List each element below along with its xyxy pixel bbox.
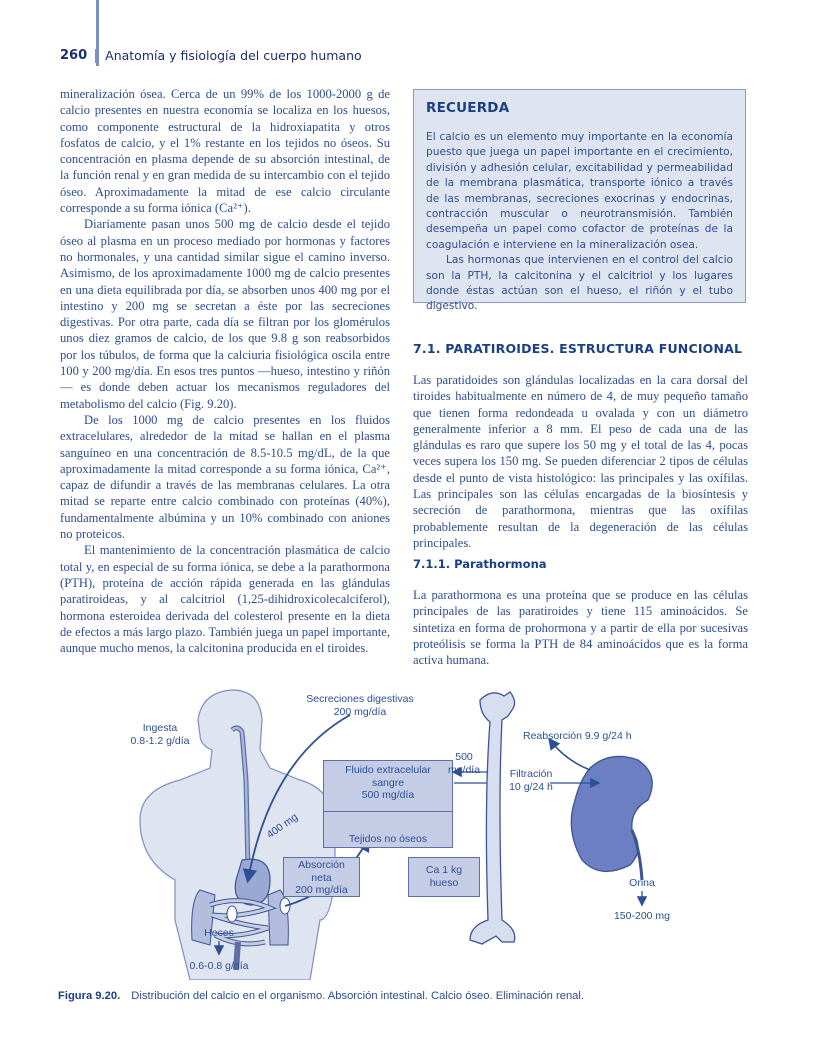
filtration-label <box>506 768 556 793</box>
section-7-1-1-body <box>413 587 748 668</box>
net-absorption-label <box>283 859 360 897</box>
recuerda-box <box>413 89 746 313</box>
urine-label: Orina <box>629 877 655 889</box>
page-number: 260 <box>60 48 88 63</box>
secreciones-label <box>290 693 430 718</box>
kidney-icon <box>571 756 652 880</box>
bone-exchange-unit: mg/día <box>447 763 481 776</box>
figure-caption <box>58 990 584 1002</box>
fluid-line-3: 500 mg/día <box>361 789 415 801</box>
net-absorption-line-3: 200 mg/día <box>295 884 348 896</box>
running-header <box>60 48 362 63</box>
bone-calcium-label <box>408 864 480 889</box>
fluid-line-2: sangre <box>371 776 405 789</box>
figure-caption-label: Figura 9.20. <box>58 990 121 1002</box>
secreciones-value: 200 mg/día <box>333 705 387 718</box>
paragraph: La parathormona es una proteína que se produce en las células principales de las paratiroides y tiene 115 aminoácidos. Se sintetiza en forma de prohormona y a partir de ella por sucesivas proteólisis se forma la PTH de 84 aminoácidos que es la forma activa humana. <box>413 588 748 668</box>
recuerda-paragraph: Las hormonas que intervienen en el control del calcio son la PTH, la calcitonina y el calcitriol y los lugares donde éstas actúan son el hueso, el riñón y el tubo digestivo. <box>426 254 733 313</box>
reabsorption-label: Reabsorción 9.9 g/24 h <box>523 730 632 742</box>
paragraph: Las paratidoides son glándulas localizadas en la cara dorsal del tiroides habitualmente en número de 4, de muy pequeño tamaño que tienen forma redondeada u ovalada y con un diámetro generalmente inferior a 8 mm. El peso de cada una de las glándulas es raro que supere los 50 mg y el total de las 4, pocas veces supera los 150 mg. Se pueden diferenciar 2 tipos de células desde el punto de vista histológico: las principales y las oxífilas. Las principales son las células encargadas de la biosíntesis y secreción de parathormona, mientras que las oxífilas probablemente resultan de la degeneración de las células principales. <box>413 373 748 550</box>
ingesta-value: 0.8-1.2 g/día <box>130 734 190 747</box>
book-title: Anatomía y fisiología del cuerpo humano <box>105 48 362 63</box>
header-separator <box>95 49 97 63</box>
section-heading-7-1-1: 7.1.1. Parathormona <box>413 557 547 571</box>
bone-exchange-value: 500 <box>455 751 473 763</box>
calcium-distribution-figure <box>120 680 720 980</box>
paragraph: mineralización ósea. Cerca de un 99% de los 1000-2000 g de calcio presentes en nuestra economía se localiza en los huesos, como componente estructural de la hidroxiapatita y otros fosfatos de calcio, y el 1% restante en los tejidos no óseos. Su concentración en plasma depende de su absorción intestinal, de la función renal y en gran medida de su intercambio con el tejido óseo. Aproximadamente la mitad de ese calcio circulante corresponde a su forma iónica (Ca²⁺). <box>60 87 390 216</box>
recuerda-paragraph: El calcio es un elemento muy importante en la economía puesto que juega un papel importante en el crecimiento, división y adhesión celular, excitabilidad y permeabilidad de la membrana plasmática, transporte iónico a través de las membranas, secreciones exocrinas y endocrinas, contracción muscular o neurotransmisión. También desempeña un papel como cofactor de proteínas de la coagulación e interviene en la mineralización osea. <box>426 131 733 251</box>
feces-value: 0.6-0.8 g/día <box>189 960 249 972</box>
fluid-label <box>323 764 453 802</box>
ingesta-title: Ingesta <box>142 722 178 734</box>
secreciones-title: Secreciones digestivas <box>306 693 414 705</box>
ingesta-label <box>120 722 200 747</box>
filtration-title: Filtración <box>509 768 553 780</box>
bone-calcium-line-1: Ca 1 kg <box>425 864 463 876</box>
bone-exchange-label <box>444 751 484 776</box>
urine-value: 150-200 mg <box>613 910 671 922</box>
net-absorption-line-1: Absorción <box>298 859 345 871</box>
femur-bone-icon <box>470 692 515 944</box>
tejidos-label: Tejidos no óseos <box>348 833 428 845</box>
box-divider <box>324 811 452 812</box>
recuerda-title: RECUERDA <box>426 100 510 116</box>
section-7-1-body <box>413 372 748 551</box>
feces-label: Heces <box>204 927 234 939</box>
section-heading-7-1: 7.1. PARATIROIDES. ESTRUCTURA FUNCIONAL <box>413 341 743 356</box>
paragraph: El mantenimiento de la concentración plasmática de calcio total y, en especial de su forma iónica, se debe a la parathormona (PTH), proteína de acción rápida generada en las glándulas paratiroideas, y al calcitriol (1,25-dihidroxicolecalciferol), hormona esteroidea derivada del colesterol presente en la dieta de efectos a más largo plazo. También juega un papel importante, aunque mucho menos, la calcitonina producida en el tiroides. <box>60 543 390 656</box>
net-absorption-line-2: neta <box>311 871 332 884</box>
fluid-line-1: Fluido extracelular <box>345 764 431 776</box>
paragraph: Diariamente pasan unos 500 mg de calcio desde el tejido óseo al plasma en un proceso mediado por hormonas y factores no hormonales, y una cantidad similar sigue el camino inverso. Asimismo, de los aproximadamente 1000 mg de calcio presentes en una dieta equilibrada por día, se absorben unos 400 mg por el intestino y 200 mg se secretan a éste por las secreciones digestivas. Por otra parte, cada día se filtran por los glomérulos unos diez gramos de calcio, de los que 9.8 g son reabsorbidos por los túbulos, de forma que la calciuria fisiológica oscila entre 100 y 200 mg/día. En esos tres puntos —hueso, intestino y riñón— es donde deben actuar los mecanismos reguladores del metabolismo del calcio (Fig. 9.20). <box>60 217 390 411</box>
absorption-400-label: 400 mg <box>264 811 301 842</box>
bone-calcium-line-2: hueso <box>429 876 459 889</box>
left-column <box>60 86 390 656</box>
paragraph: De los 1000 mg de calcio presentes en los fluidos extracelulares, alrededor de la mitad se hallan en el plasma sanguíneo en una concentración de 8.5-10.5 mg/dL, de la que aproximadamente la mitad corresponde a su forma iónica, Ca²⁺, capaz de difundir a través de las membranas celulares. La otra mitad se reparte entre calcio combinado con proteínas (40%), fundamentalmente albúmina y un 10% combinado con aniones no proteicos. <box>60 412 390 542</box>
figure-caption-text: Distribución del calcio en el organismo. Absorción intestinal. Calcio óseo. Eliminación renal. <box>131 990 584 1002</box>
filtration-value: 10 g/24 h <box>509 780 553 793</box>
